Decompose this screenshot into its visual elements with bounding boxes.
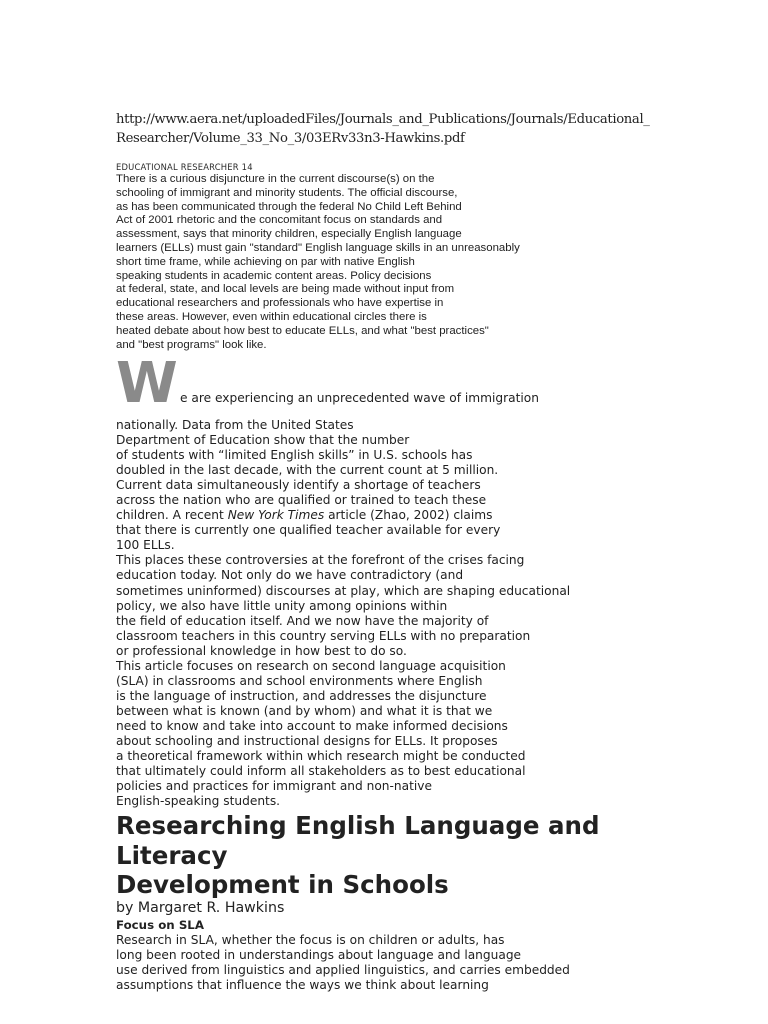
section-line: long been rooted in understandings about language and language [116, 948, 522, 963]
abstract-line: and "best programs" look like. [116, 338, 267, 351]
body-line: doubled in the last decade, with the current count at 5 million. [116, 463, 499, 478]
body-line: Current data simultaneously identify a shortage of teachers [116, 478, 481, 493]
body-line: that ultimately could inform all stakeholders as to best educational [116, 764, 526, 779]
body-line: between what is known (and by whom) and what it is that we [116, 703, 493, 718]
section-line: Research in SLA, whether the focus is on children or adults, has [116, 933, 505, 947]
body-line: policies and practices for immigrant and non-native [116, 779, 432, 794]
abstract-line: There is a curious disjuncture in the current discourse(s) on the [116, 173, 435, 185]
abstract-line: assessment, says that minority children, especially English language [116, 228, 462, 241]
body-line: the field of education itself. And we now have the majority of [116, 613, 489, 628]
abstract-line: short time frame, while achieving on par with native English [116, 255, 415, 268]
body-line: sometimes uninformed) discourses at play, which are shaping educational [116, 583, 571, 598]
body-line: 100 ELLs. [116, 538, 175, 553]
body-line: Department of Education show that the number [116, 433, 410, 448]
drop-cap-letter: W [116, 351, 178, 416]
journal-label: EDUCATIONAL RESEARCHER 14 [116, 162, 253, 172]
section-line: assumptions that influence the ways we think about learning [116, 978, 489, 993]
body-line: across the nation who are qualified or trained to teach these [116, 493, 487, 508]
body-line: nationally. Data from the United States [116, 418, 354, 432]
abstract-line: Act of 2001 rhetoric and the concomitant focus on standards and [116, 214, 443, 227]
section-line: use derived from linguistics and applied linguistics, and carries embedded [116, 963, 570, 978]
publication-name: New York Times [227, 508, 325, 523]
text-run: article (Zhao, 2002) claims [324, 508, 493, 523]
body-line: This places these controversies at the forefront of the crises facing [116, 553, 525, 568]
opening-paragraph-start [116, 351, 736, 416]
source-url-line: Researcher/Volume_33_No_3/03ERv33n3-Hawkins.pdf [116, 131, 465, 146]
source-url [116, 110, 736, 148]
section-body [116, 933, 736, 993]
section-heading: Focus on SLA [116, 918, 204, 932]
body-line: about schooling and instructional designs for ELLs. It proposes [116, 733, 498, 748]
body-line: (SLA) in classrooms and school environments where English [116, 673, 483, 688]
body-line: policy, we also have little unity among opinions within [116, 598, 448, 613]
body-line: need to know and take into account to make informed decisions [116, 718, 508, 733]
title-line: Literacy [116, 840, 228, 870]
title-line: Development in Schools [116, 870, 449, 899]
abstract-line: as has been communicated through the federal No Child Left Behind [116, 200, 462, 213]
abstract [116, 173, 736, 352]
title-line: Researching English Language and [116, 811, 600, 840]
body-line: of students with “limited English skills” in U.S. schools has [116, 448, 473, 463]
article-title [116, 811, 756, 900]
body-line [116, 508, 736, 523]
source-url-line: http://www.aera.net/uploadedFiles/Journals_and_Publications/Journals/Educational_ [116, 112, 650, 127]
abstract-line: these areas. However, even within educational circles there is [116, 310, 427, 323]
body-line: or professional knowledge in how best to do so. [116, 643, 407, 658]
body-line: classroom teachers in this country serving ELLs with no preparation [116, 628, 531, 643]
body-line: that there is currently one qualified teacher available for every [116, 523, 501, 538]
abstract-line: speaking students in academic content areas. Policy decisions [116, 269, 432, 282]
body-line: education today. Not only do we have contradictory (and [116, 568, 464, 583]
abstract-line: schooling of immigrant and minority students. The official discourse, [116, 186, 458, 199]
body-line: is the language of instruction, and addresses the disjuncture [116, 688, 487, 703]
abstract-line: learners (ELLs) must gain "standard" English language skills in an unreasonably [116, 241, 520, 254]
abstract-line: at federal, state, and local levels are being made without input from [116, 283, 455, 296]
body-line: This article focuses on research on second language acquisition [116, 658, 506, 673]
body-line: English-speaking students. [116, 794, 281, 809]
abstract-line: educational researchers and professionals who have expertise in [116, 297, 444, 310]
abstract-line: heated debate about how best to educate ELLs, and what "best practices" [116, 324, 489, 337]
author-byline: by Margaret R. Hawkins [116, 900, 285, 916]
body-line: a theoretical framework within which research might be conducted [116, 749, 526, 764]
article-body [116, 418, 736, 809]
text-run: children. A recent [116, 508, 228, 523]
opening-line: e are experiencing an unprecedented wave of immigration [180, 391, 539, 405]
